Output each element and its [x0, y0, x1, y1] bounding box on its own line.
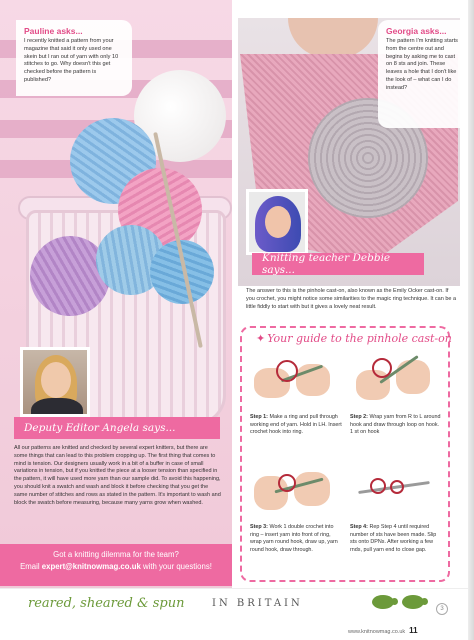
email-prefix: Email: [20, 561, 42, 571]
georgia-question: The pattern I'm knitting starts from the centre out and begins by asking me to cast on 8 sts and join. These leaves a hole that I don't like the look of – what can I do instead?: [386, 38, 458, 91]
step-4-body: Rep Step 4 until required number of sts have been made. Slip sts onto DPNs. After working a few rnds, pull yarn end to close gap.: [350, 524, 437, 554]
yarn-loop: [276, 360, 298, 382]
body-shape: [31, 398, 83, 417]
yarn-loop: [278, 474, 296, 492]
georgia-title: Georgia asks...: [386, 26, 447, 36]
yarn-loop: [372, 358, 392, 378]
teacher-answer: The answer to this is the pinhole cast-on, also known as the Emily Ocker cast-on. If you crochet, you might notice some similarities to the magic ring technique. It can be a little fiddly to start with but it gives a lovely neat result.: [246, 288, 457, 310]
step-4-text: [350, 524, 442, 555]
model-neck: [288, 18, 378, 58]
sheep-icon: [402, 595, 424, 609]
step-1-illustration: [250, 350, 336, 410]
hand-shape: [294, 472, 330, 506]
pauline-title: Pauline asks...: [24, 26, 83, 36]
guide-title-text: Your guide to the pinhole cast-on: [267, 332, 452, 345]
star-icon: ✦: [256, 332, 266, 345]
dilemma-line: Got a knitting dilemma for the team?: [53, 550, 179, 559]
ref-badge: 3: [436, 603, 448, 615]
page-number: 11: [409, 626, 418, 635]
dilemma-email-line: [0, 561, 232, 573]
georgia-question-box: [378, 20, 468, 128]
guide-title: [256, 332, 452, 345]
yarn-loop: [370, 478, 386, 494]
page-info: [348, 626, 418, 635]
face-shape: [41, 362, 71, 398]
step-2-body: Wrap yarn from R to L around hook and draw through loop on hook. 1 st on hook: [350, 414, 441, 436]
editor-portrait: [20, 347, 90, 417]
teacher-portrait: [246, 189, 308, 255]
step-2-label: Step 2:: [350, 414, 368, 420]
dilemma-banner: [0, 544, 232, 586]
footer-tagline: reared, sheared & spun: [28, 596, 185, 611]
teacher-ribbon: Knitting teacher Debbie says...: [252, 253, 424, 275]
footer-britain: IN BRITAIN: [212, 598, 303, 609]
step-1-text: [250, 414, 342, 437]
yarn-loop: [390, 480, 404, 494]
step-3-text: [250, 524, 342, 555]
email-suffix: with your questions!: [140, 561, 212, 571]
step-3-illustration: [250, 460, 336, 520]
magazine-spine: [468, 0, 474, 640]
sheep-icon: [372, 595, 394, 609]
step-4-label: Step 4:: [350, 524, 368, 530]
step-1-label: Step 1:: [250, 414, 268, 420]
step-4-illustration: [350, 460, 436, 520]
step-1-body: Make a ring and pull through working end of yarn. Hold in LH. Insert crochet hook into ring.: [250, 414, 342, 436]
pauline-question: I recently knitted a pattern from your magazine that said it only used one skein but I ran out of yarn with only 10 stitches to go. Why doesn't this get checked before the pattern is published?: [24, 38, 119, 84]
face-shape: [265, 206, 291, 238]
pauline-question-box: [16, 20, 132, 96]
editor-answer: All our patterns are knitted and checked by several expert knitters, but there are some things that can lead to this problem cropping up. The first thing that comes to mind is tension. Our designers usually work in a bit of a buffer in case of small variations in tension, but if you knitted the piece at a looser tension than specified in the pattern, it will have used more yarn than our sample did. To avoid this happening, you should knit a swatch and wash and block it before checking that you get the same number of stitches and rows as stated in the pattern. It's important to wash and block the swatch before measuring, because many yarns grow when washed.: [14, 445, 221, 506]
website-link[interactable]: www.knitnowmag.co.uk: [348, 629, 406, 635]
email-link[interactable]: expert@knitnowmag.co.uk: [41, 561, 141, 571]
step-3-body: Work 1 double crochet into ring – insert yarn into front of ring, wrap yarn round hook, draw up, yarn round hook, draw through.: [250, 524, 338, 554]
step-2-illustration: [350, 350, 436, 410]
editor-ribbon: Deputy Editor Angela says...: [14, 417, 220, 439]
step-2-text: [350, 414, 442, 437]
step-3-label: Step 3:: [250, 524, 268, 530]
